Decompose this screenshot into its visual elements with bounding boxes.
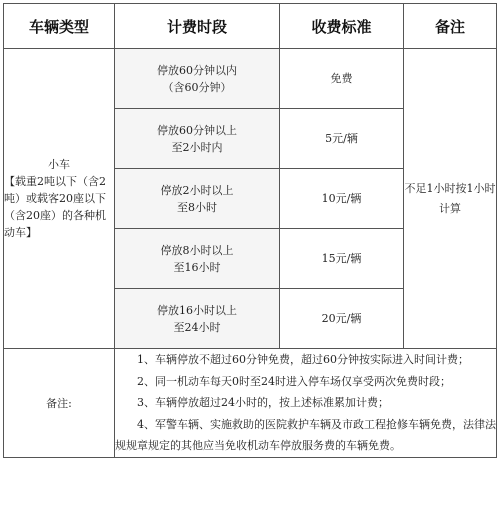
period-line-2: （含60分钟） [162, 80, 232, 94]
notes-cell [115, 349, 497, 458]
table-row [4, 49, 497, 109]
note-item: 1、车辆停放不超过60分钟免费，超过60分钟按实际进入时间计费； [137, 353, 469, 366]
header-fee: 收费标准 [280, 4, 404, 49]
period-cell [115, 49, 280, 109]
period-line-2: 至24小时 [173, 320, 221, 334]
header-vehicle-type: 车辆类型 [4, 4, 115, 49]
period-line-1: 停放60分钟以内 [157, 63, 237, 77]
period-line-2: 至2小时内 [171, 140, 223, 154]
period-line-2: 至16小时 [173, 260, 221, 274]
vehicle-name: 小车 [48, 158, 70, 171]
note-item: 3、车辆停放超过24小时的，按上述标准累加计费； [137, 396, 389, 410]
header-remark: 备注 [404, 4, 497, 49]
period-cell [115, 109, 280, 169]
period-line-1: 停放16小时以上 [157, 303, 237, 317]
header-row [4, 4, 497, 49]
period-line-2: 至8小时 [177, 200, 217, 214]
notes-row [4, 349, 497, 458]
vehicle-type-cell [4, 49, 115, 349]
period-line-1: 停放2小时以上 [160, 183, 234, 197]
remark-cell: 不足1小时按1小时计算 [404, 49, 497, 349]
period-line-1: 停放60分钟以上 [157, 123, 237, 137]
period-cell [115, 169, 280, 229]
period-cell [115, 289, 280, 349]
header-period: 计费时段 [115, 4, 280, 49]
note-item: 2、同一机动车每天0时至24时进入停车场仅享受两次免费时段； [137, 374, 451, 388]
fee-cell: 20元/辆 [280, 289, 404, 349]
period-cell [115, 229, 280, 289]
fee-cell: 10元/辆 [280, 169, 404, 229]
notes-label: 备注: [4, 349, 115, 458]
fee-cell: 15元/辆 [280, 229, 404, 289]
period-line-1: 停放8小时以上 [160, 243, 234, 257]
fee-cell: 5元/辆 [280, 109, 404, 169]
vehicle-description: 【载重2吨以下（含2吨）或载客20座以下（含20座）的各种机动车】 [4, 175, 106, 239]
note-item: 4、军警车辆、实施救助的医院救护车辆及市政工程抢修车辆免费，法律法规规章规定的其他应当免收机动车停放服务费的车辆免费。 [115, 417, 496, 453]
fee-cell: 免费 [280, 49, 404, 109]
parking-fee-table [3, 3, 497, 458]
